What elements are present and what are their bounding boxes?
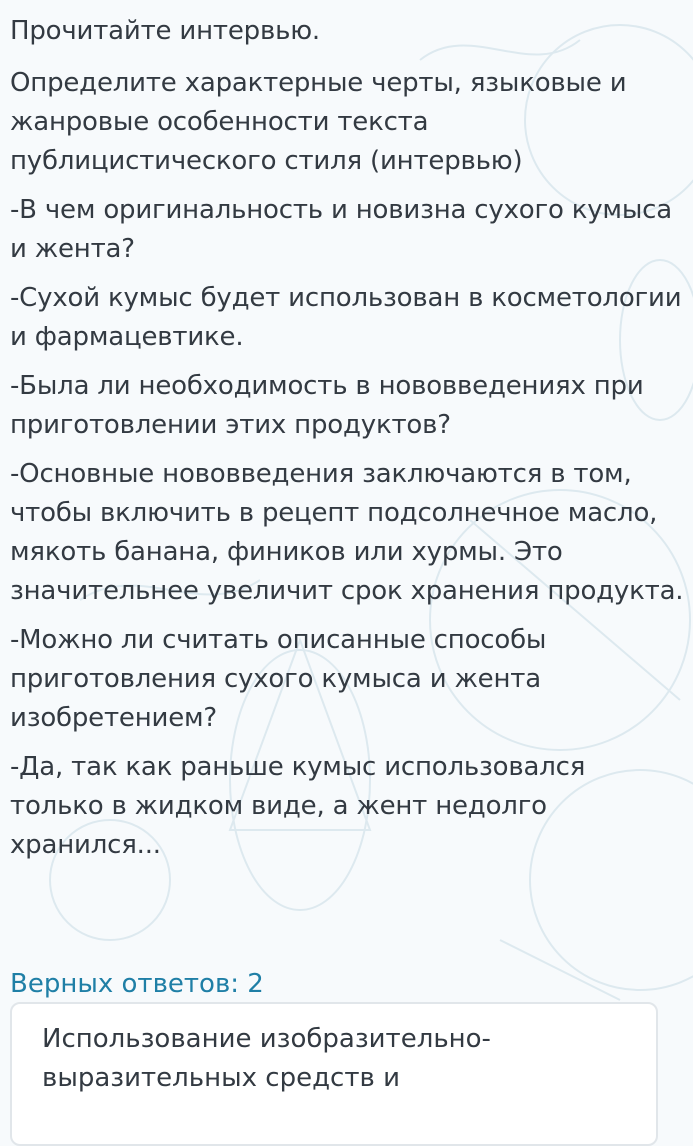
interview-line: -Можно ли считать описанные способы приготовления сухого кумыса и жента изобретением?: [10, 625, 547, 733]
interview-line: -Да, так как раньше кумыс использовался только в жидком виде, а жент недолго хранился...: [10, 752, 586, 860]
interview-line: -Была ли необходимость в нововведениях при приготовлении этих продуктов?: [10, 371, 644, 440]
correct-answers-count: Верных ответов: 2: [10, 969, 264, 999]
task-content: [10, 12, 686, 875]
interview-line: -Основные нововведения заключаются в том, чтобы включить в рецепт подсолнечное масло, мякоть банана, фиников или хурмы. Это значительнее увеличит срок хранения продукта.: [10, 459, 684, 606]
interview-line: -В чем оригинальность и новизна сухого кумыса и жента?: [10, 195, 672, 264]
instruction-text: Прочитайте интервью.: [10, 16, 320, 46]
interview-line: -Сухой кумыс будет использован в косметологии и фармацевтике.: [10, 283, 682, 352]
answer-option-label: Использование изобразительно-выразительных средств и: [42, 1024, 491, 1093]
answer-option[interactable]: [10, 1002, 658, 1146]
task-text: Определите характерные черты, языковые и жанровые особенности текста публицистического стиля (интервью): [10, 68, 627, 176]
